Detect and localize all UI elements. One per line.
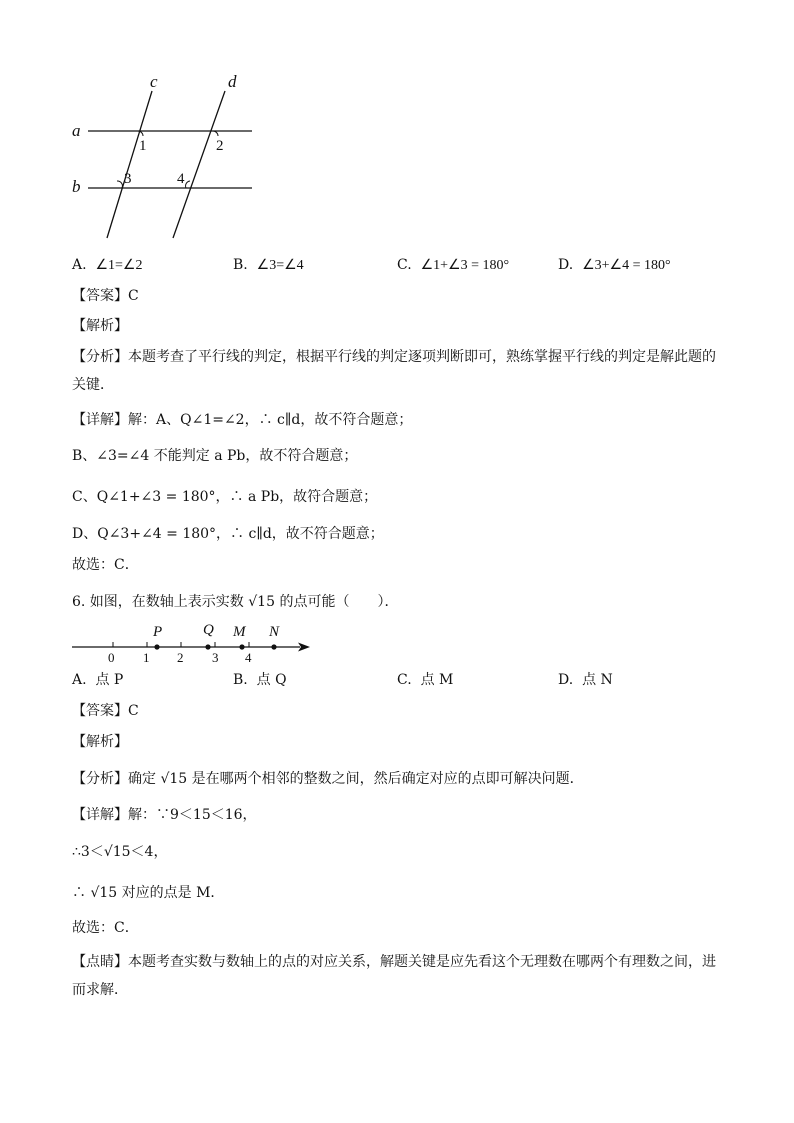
option-text: 点 N — [582, 672, 613, 688]
q6-answer: 【答案】C — [72, 703, 139, 719]
q5-detail-b: B、∠3=∠4 不能判定 a Pb，故不符合题意； — [72, 448, 358, 464]
label-line-a: a — [72, 121, 81, 140]
q5-option-a — [72, 255, 142, 276]
q5-choice: 故选：C． — [72, 557, 139, 573]
q6-detail-3: ∴ √15 对应的点是 M． — [72, 885, 225, 901]
option-letter: C. — [397, 257, 412, 273]
numberline-label-q: Q — [203, 622, 214, 638]
option-text: 点 M — [420, 672, 454, 688]
option-letter: B. — [233, 257, 248, 273]
option-letter: B. — [233, 672, 248, 688]
q5-answer: 【答案】C — [72, 288, 139, 304]
point-n — [271, 644, 276, 649]
q6-comment: 【点睛】本题考查实数与数轴上的点的对应关系，解题关键是应先看这个无理数在哪两个有理数之间，进而求解． — [72, 954, 716, 998]
numberline-label-n: N — [269, 624, 280, 640]
label-angle-4: 4 — [177, 171, 185, 187]
label-line-d: d — [228, 72, 237, 91]
numberline-label-p: P — [153, 624, 163, 640]
label-line-b: b — [72, 177, 81, 196]
option-text: 点 P — [95, 672, 124, 688]
q6-analysis-heading: 【解析】 — [72, 734, 128, 750]
q5-analysis: 【分析】本题考查了平行线的判定，根据平行线的判定逐项判断即可，熟练掌握平行线的判定是解此题的关键． — [72, 349, 716, 393]
option-letter: D. — [558, 672, 574, 688]
q5-detail-d: D、Q∠3+∠4 = 180°，∴ c∥d，故不符合题意； — [72, 526, 384, 542]
q6-option-a — [72, 670, 123, 690]
option-letter: C. — [397, 672, 412, 688]
label-angle-3: 3 — [124, 171, 132, 187]
angle-arc-3 — [117, 181, 122, 188]
angle-arc-2 — [213, 131, 218, 136]
numberline-tick-label-3: 3 — [212, 650, 219, 665]
numberline-tick-label-2: 2 — [177, 650, 184, 665]
numberline-label-m: M — [233, 624, 246, 640]
q6-stem: 6. 如图，在数轴上表示实数 √15 的点可能（ ）． — [72, 594, 399, 610]
numberline-tick-label-4: 4 — [245, 650, 252, 665]
q5-option-c — [397, 255, 509, 276]
angle-arc-4 — [186, 181, 190, 188]
option-text: ∠3+∠4 = 180° — [582, 258, 671, 273]
point-q — [205, 644, 210, 649]
option-text: ∠3=∠4 — [256, 258, 304, 273]
q6-option-c — [397, 670, 453, 690]
numberline-tick-label-0: 0 — [108, 650, 115, 665]
option-text: ∠1=∠2 — [95, 258, 143, 273]
label-angle-1: 1 — [139, 138, 147, 154]
q6-detail-1: 【详解】解：∵9＜15＜16， — [72, 807, 257, 823]
q6-option-b — [233, 670, 287, 690]
option-letter: A. — [72, 257, 87, 273]
numberline-tick-label-1: 1 — [143, 650, 150, 665]
q6-analysis: 【分析】确定 √15 是在哪两个相邻的整数之间，然后确定对应的点即可解决问题． — [72, 771, 584, 787]
line-d — [173, 91, 225, 238]
option-text: 点 Q — [256, 672, 287, 688]
q5-option-b — [233, 255, 304, 276]
q5-analysis-heading: 【解析】 — [72, 318, 128, 334]
label-line-c: c — [150, 72, 158, 91]
q5-detail-a: 【详解】解：A、Q∠1=∠2，∴ c∥d，故不符合题意； — [72, 412, 413, 428]
label-angle-2: 2 — [216, 138, 224, 154]
option-text: ∠1+∠3 = 180° — [420, 258, 510, 273]
option-letter: D. — [558, 257, 574, 273]
q6-option-d — [558, 670, 613, 690]
line-c — [107, 91, 152, 238]
q5-option-d — [558, 255, 671, 276]
q5-detail-c: C、Q∠1+∠3 = 180°，∴ a Pb，故符合题意； — [72, 489, 378, 505]
q6-choice: 故选：C． — [72, 920, 139, 936]
q6-detail-2: ∴3＜√15＜4， — [72, 844, 168, 860]
point-m — [239, 644, 244, 649]
point-p — [154, 644, 159, 649]
option-letter: A. — [72, 672, 87, 688]
